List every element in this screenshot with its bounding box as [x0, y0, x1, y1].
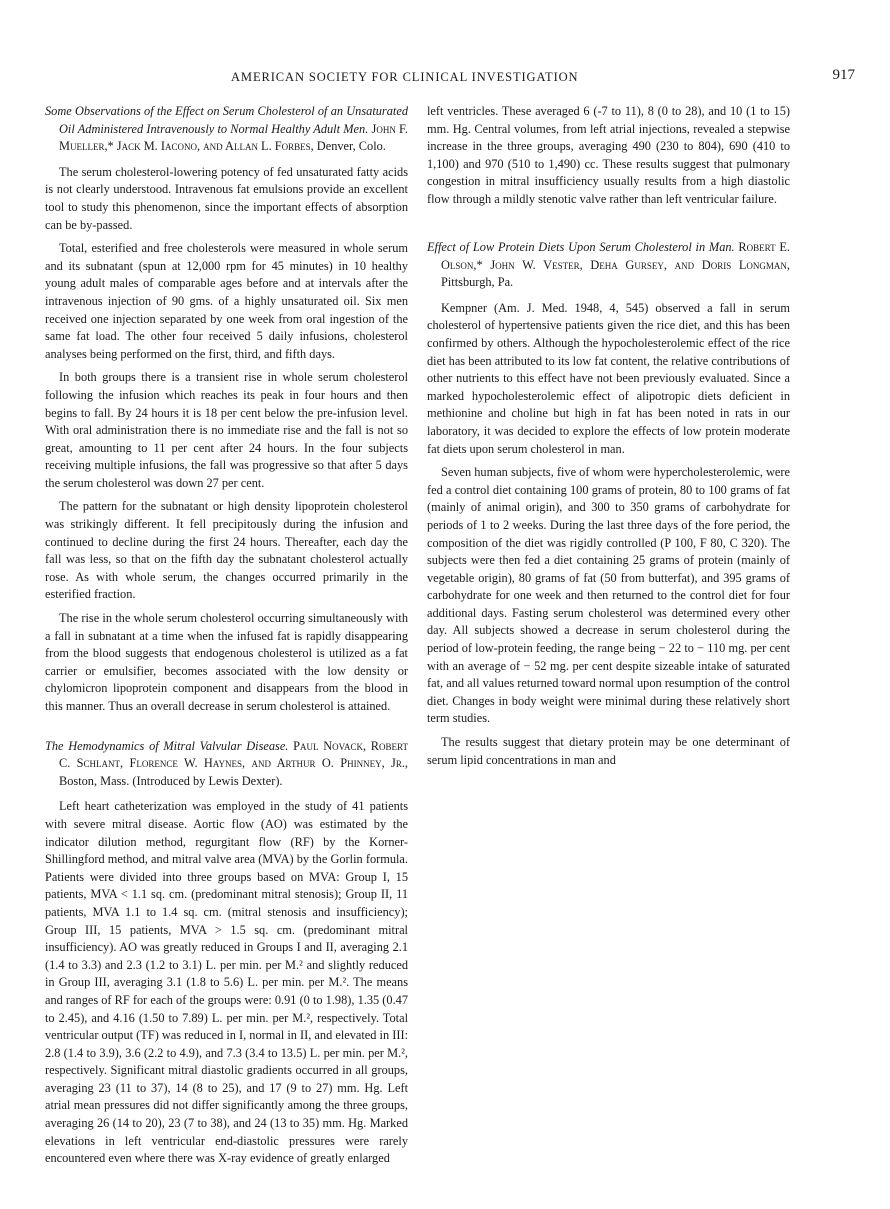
article-2-paragraph-continued: left ventricles. These averaged 6 (-7 to 11), 8 (0 to 28), and 10 (1 to 15) mm. Hg. Central volumes, from left atrial injections, revealed a stepwise increase in the three groups, averaging 490 (230 to 804), 690 (410 to 1,100) and 970 (510 to 1,490) cc. These results suggest that pulmonary congestion in mitral insufficiency usually results from a high diastolic flow through a mildly stenotic valve rather than left ventricular failure.	[427, 104, 790, 206]
page-number: 917	[832, 67, 855, 83]
article-3-authors: Robert E. Olson,* John W. Vester, Deha Gursey, and Doris Longman,	[441, 240, 791, 272]
article-1-paragraph: In both groups there is a transient rise in whole serum cholesterol following the infusion which reaches its peak in four hours and then begins to fall. By 24 hours it is 18 per cent below the pre-infusion level. With oral administration there is no immediate rise and the fall is not so great, amounting to 11 per cent after 24 hours. In the four subjects receiving multiple infusions, the fall was progressive so that after 5 days the serum cholesterol was down 27 per cent.	[45, 370, 408, 490]
article-1-heading	[45, 103, 408, 156]
running-head: AMERICAN SOCIETY FOR CLINICAL INVESTIGATION	[231, 70, 579, 84]
article-1-paragraph: The pattern for the subnatant or high density lipoprotein cholesterol was strikingly different. It fell precipitously during the infusion and continued to decline during the first 24 hours. Thereafter, each day the fall was less, so that on the fifth day the subnatant cholesterol actually rose. As with whole serum, the changes occurred primarily in the esterified fraction.	[45, 499, 408, 602]
article-1-authors: John F. Mueller,* Jack M. Iacono, and Allan L. Forbes,	[59, 121, 409, 154]
article-1-paragraph: Total, esterified and free cholesterols were measured in whole serum and its subnatant (spun at 12,000 rpm for 45 minutes) in 10 healthy young adult males of comparable ages before and at intervals after the intravenous injection of 90 gms. of a highly unsaturated oil. Six men received one injection separated by one week from oral ingestion of the same fat load. The other four received 5 daily infusions, cholesterol analyses being performed on the first, third, and fifth days.	[45, 241, 408, 361]
article-1-paragraph: The serum cholesterol-lowering potency of fed unsaturated fatty acids is not clearly understood. Intravenous fat emulsions provide an excellent tool to study this phenomenon, since the important effects of absorption can be by-passed.	[45, 164, 408, 232]
article-2-heading	[45, 738, 408, 791]
right-column-continuation	[427, 103, 790, 215]
article-2-title: The Hemodynamics of Mitral Valvular Disease.	[45, 738, 289, 753]
article-3-paragraph: Kempner (Am. J. Med. 1948, 4, 545) observed a fall in serum cholesterol of hypertensive patients given the rice diet, and this has been confirmed by others. Although the hypocholesterolemic effect of the rice diet has been attributed to its low fat content, the relative contributions of other nutrients to this effect have not been previously evaluated. Since a marked hypocholesterolemic effect of alipotropic diets deficient in methionine and choline but high in fat has been noted in rats in our laboratory, it was decided to explore the effects of low protein moderate fat diets upon serum cholesterol in man.	[427, 300, 790, 456]
right-column	[427, 239, 790, 775]
left-column	[45, 103, 408, 1174]
article-1-location: Denver, Colo.	[316, 139, 386, 154]
article-1-title: Some Observations of the Effect on Serum Cholesterol of an Unsaturated Oil Administered Intravenously to Normal Healthy Adult Men.	[45, 104, 408, 136]
page-header	[45, 67, 855, 92]
article-3-paragraph: Seven human subjects, five of whom were hypercholesterolemic, were fed a control diet containing 100 grams of protein, 80 to 100 grams of fat (mainly of animal origin), and 300 to 350 grams of carbohydrate for periods of 1 to 2 weeks. During the last three days of the fore period, the composition of the diet was rigidly controlled (P 100, F 80, C 320). The subjects were then fed a diet containing 25 grams of protein (mainly of vegetable origin), 80 grams of fat (50 from butterfat), and 395 grams of carbohydrate for one week and then returned to the control diet for four additional days. Fasting serum cholesterol was determined every other day. All subjects showed a decrease in serum cholesterol during the period of low-protein feeding, the range being − 22 to − 110 mg. per cent with an average of − 52 mg. per cent despite sizeable intake of saturated fat, and all values returned toward normal upon resumption of the control diet. Changes in body weight were minimal during these relatively short term studies.	[427, 465, 790, 726]
article-2-paragraph: Left heart catheterization was employed in the study of 41 patients with severe mitral disease. Aortic flow (AO) was estimated by the indicator dilution method, regurgitant flow (RF) by the Korner-Shillingford method, and mitral valve area (MVA) by the Gorlin formula. Patients were divided into three groups based on MVA: Group I, 15 patients, MVA < 1.1 sq. cm. (predominant mitral stenosis); Group II, 11 patients, MVA 1.1 to 1.4 sq. cm. (mitral stenosis and insufficiency); Group III, 15 patients, MVA > 1.5 sq. cm. (predominant mitral insufficiency). AO was greatly reduced in Groups I and II, averaging 2.1 (1.4 to 3.3) and 2.3 (1.2 to 3.1) L. per min. per M.² and slightly reduced in Group III, averaging 3.1 (1.8 to 5.6) L. per min. per M.². The means and ranges of RF for each of the groups were: 0.91 (0 to 1.98), 1.35 (0.47 to 2.45), and 4.16 (1.50 to 7.89) L. per min. per M.², respectively. Total ventricular output (TF) was reduced in I, normal in II, and elevated in III: 2.8 (1.4 to 3.9), 3.6 (2.2 to 4.9), and 7.3 (3.4 to 13.5) L. per min. per M.², respectively. Significant mitral diastolic gradients occurred in all groups, averaging 23 (11 to 37), 14 (8 to 25), and 17 (9 to 27) mm. Hg. Left atrial mean pressures did not differ significantly among the three groups, averaging 26 (14 to 20), 23 (7 to 38), and 24 (13 to 35) mm. Hg. Marked elevations in left ventricular end-diastolic pressures were rarely encountered even where there was X-ray evidence of greatly enlarged	[45, 799, 408, 1166]
article-3-heading	[427, 239, 790, 292]
article-2-location: Boston, Mass. (Introduced by Lewis Dexter).	[59, 773, 283, 788]
article-1-paragraph: The rise in the whole serum cholesterol occurring simultaneously with a fall in subnatant at a time when the infused fat is rapidly disappearing from the blood suggests that endogenous cholesterol is utilized as a fat carrier or emulsifier, becomes associated with the low density or chylomicron lipoprotein component and disappears from the blood in this manner. Thus an overall decrease in serum cholesterol is attained.	[45, 611, 408, 713]
article-separator	[45, 722, 408, 738]
article-2-authors: Paul Novack, Robert C. Schlant, Florence W. Haynes, and Arthur O. Phinney, Jr.,	[59, 738, 408, 771]
article-3-location: Pittsburgh, Pa.	[441, 275, 514, 290]
article-3-title: Effect of Low Protein Diets Upon Serum Cholesterol in Man.	[427, 240, 735, 254]
article-3-paragraph: The results suggest that dietary protein may be one determinant of serum lipid concentrations in man and	[427, 735, 790, 767]
